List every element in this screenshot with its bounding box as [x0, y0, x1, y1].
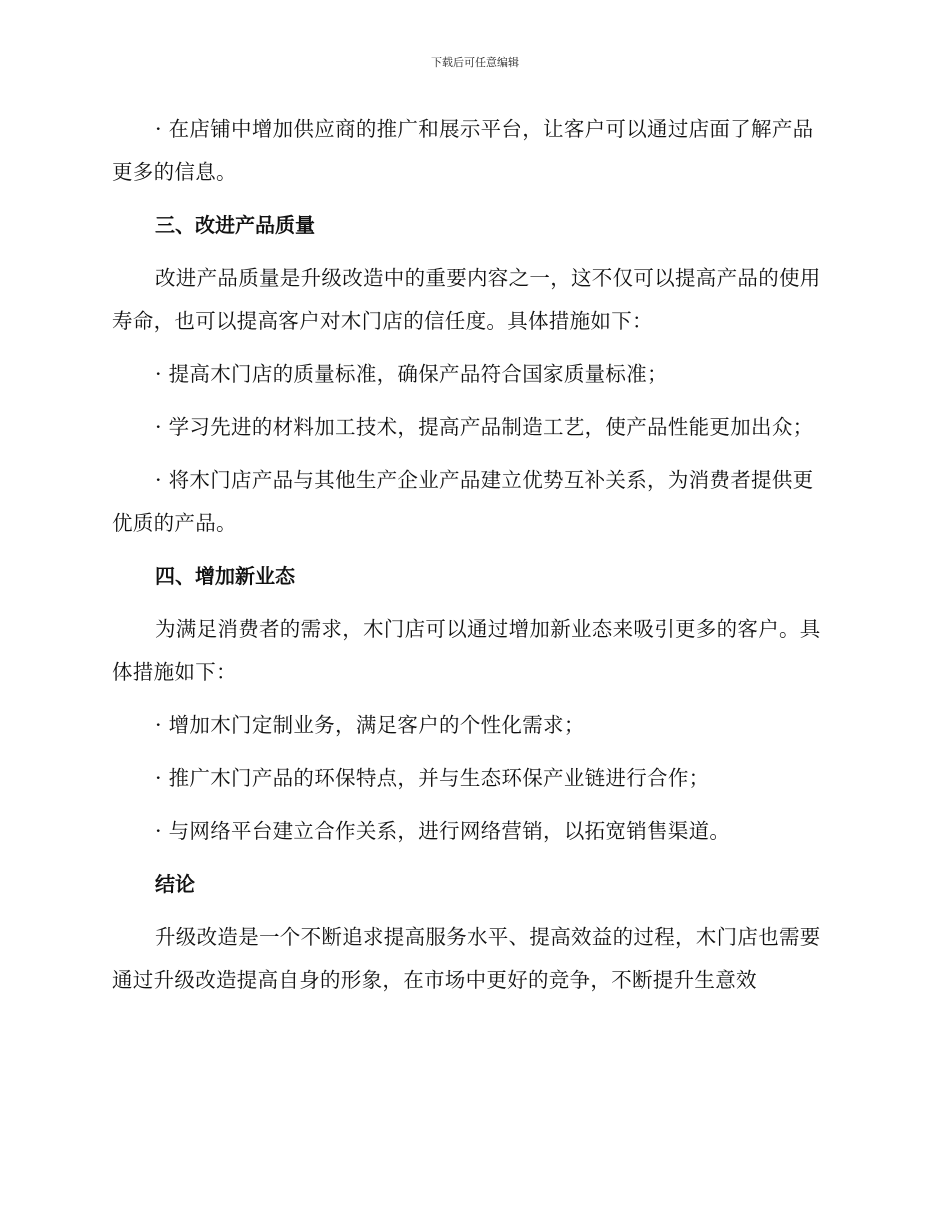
list-item-quality-standard: · 提高木门店的质量标准，确保产品符合国家质量标准；: [155, 362, 668, 386]
section-heading-quality: 三、改进产品质量: [155, 213, 315, 237]
document-body: [112, 108, 834, 1002]
section-heading-new-business: 四、增加新业态: [155, 564, 295, 588]
paragraph-new-business-intro: 为满足消费者的需求，木门店可以通过增加新业态来吸引更多的客户。具体措施如下：: [112, 617, 821, 684]
section-heading-conclusion: 结论: [155, 872, 195, 896]
paragraph-quality-intro: 改进产品质量是升级改造中的重要内容之一，这不仅可以提高产品的使用寿命，也可以提高客户对木门店的信任度。具体措施如下：: [112, 266, 821, 333]
paragraph-supplier-platform: · 在店铺中增加供应商的推广和展示平台，让客户可以通过店面了解产品更多的信息。: [112, 117, 814, 184]
paragraph-conclusion: 升级改造是一个不断追求提高服务水平、提高效益的过程，木门店也需要通过升级改造提高自身的形象，在市场中更好的竞争，不断提升生意效: [112, 925, 821, 992]
list-item-complementary: · 将木门店产品与其他生产企业产品建立优势互补关系，为消费者提供更优质的产品。: [112, 468, 814, 535]
list-item-processing-tech: · 学习先进的材料加工技术，提高产品制造工艺，使产品性能更加出众；: [155, 415, 814, 439]
page-header: 下载后可任意编辑: [431, 56, 519, 69]
list-item-eco-friendly: · 推广木门产品的环保特点，并与生态环保产业链进行合作；: [155, 766, 710, 790]
list-item-online-marketing: · 与网络平台建立合作关系，进行网络营销，以拓宽销售渠道。: [155, 819, 731, 843]
list-item-custom-doors: · 增加木门定制业务，满足客户的个性化需求；: [155, 713, 585, 737]
